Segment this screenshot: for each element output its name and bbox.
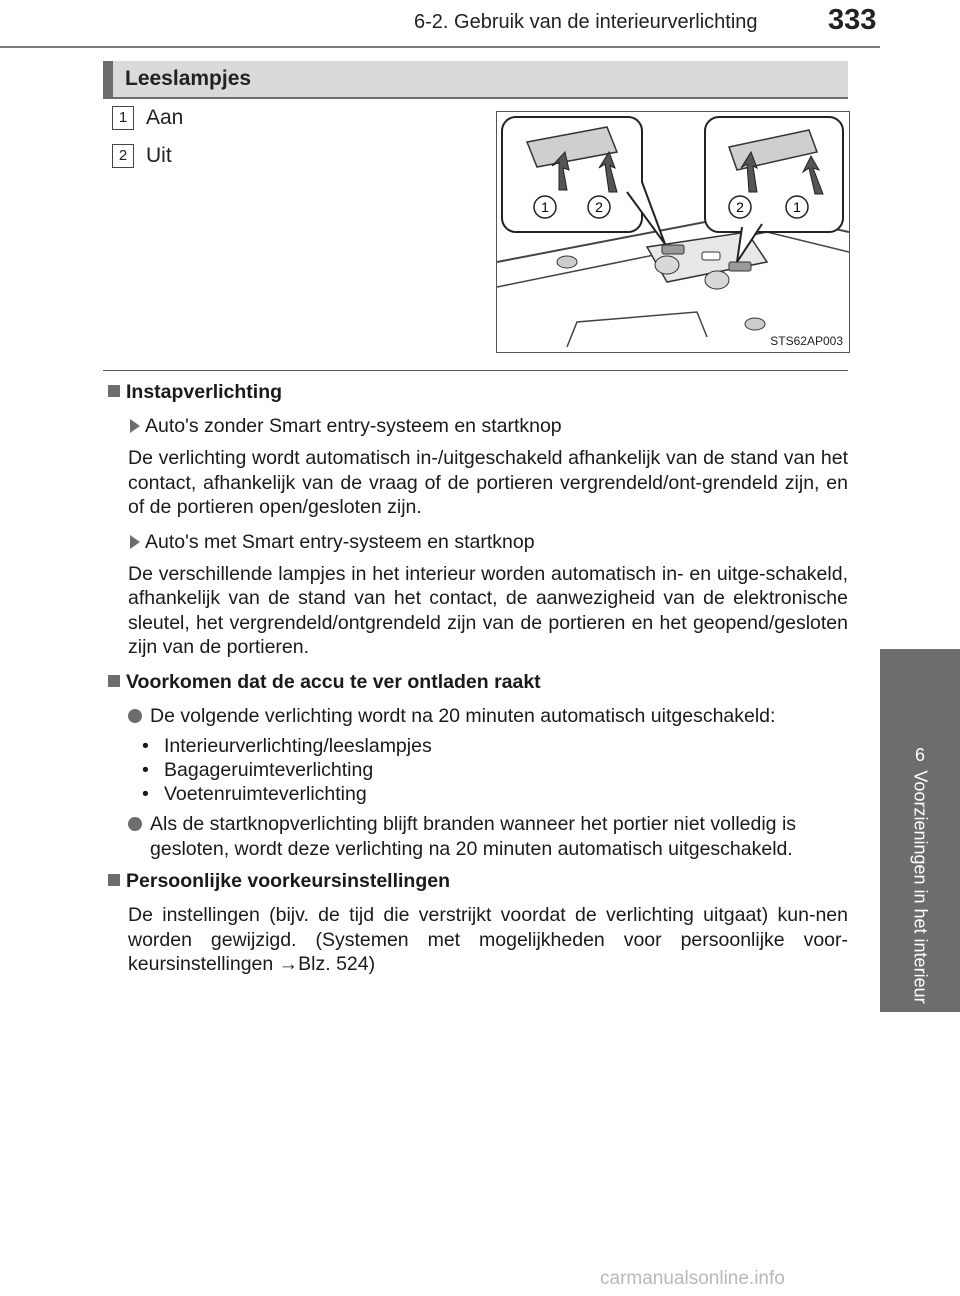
section-divider <box>103 370 848 371</box>
square-bullet-icon <box>108 385 120 397</box>
subheading-persoonlijk <box>108 869 848 893</box>
watermark: carmanualsonline.info <box>600 1268 785 1289</box>
lamp-switch-left <box>662 245 684 254</box>
chapter-side-tab <box>880 649 960 1012</box>
dot-point-text: De volgende verlichting wordt na 20 minuten automatisch uitgeschakeld: <box>150 704 776 727</box>
legend-label: Uit <box>146 144 172 167</box>
subheading-text: Voorkomen dat de accu te ver ontladen raakt <box>126 670 541 693</box>
variant-text: Auto's zonder Smart entry-systeem en startknop <box>145 415 562 437</box>
header-rule <box>0 46 880 48</box>
main-content <box>108 380 848 987</box>
callout-number: 1 <box>541 199 549 215</box>
list-item: • Voetenruimteverlichting <box>142 782 848 806</box>
circle-bullet-icon <box>128 709 142 723</box>
sunroof-edge <box>567 312 707 347</box>
subheading-text: Instapverlichting <box>126 381 283 403</box>
legend-number-box: 2 <box>112 144 134 168</box>
lamp-switch-right <box>729 262 751 271</box>
lighting-list <box>142 734 848 806</box>
chapter-label: Voorzieningen in het interieur <box>910 770 931 1004</box>
callout-bubble-right <box>705 117 843 232</box>
legend-item-1 <box>112 106 183 130</box>
sunvisor-clip-left <box>557 256 577 268</box>
dot-point <box>128 812 848 861</box>
variant-line <box>130 414 848 438</box>
section-heading-accent <box>103 61 113 97</box>
subheading-instapverlichting <box>108 380 848 404</box>
dot-point <box>128 704 848 729</box>
legend-label: Aan <box>146 106 184 129</box>
list-item: • Interieurverlichting/leeslampjes <box>142 734 848 758</box>
variant-text: Auto's met Smart entry-systeem en startknop <box>145 530 535 553</box>
paragraph: De verlichting wordt automatisch in-/uitgeschakeld afhankelijk van de stand van het contact, afhankelijk van de vraag of de portieren vergrendeld/ont-grendeld zijn, en of de portieren open/gesloten zijn. <box>128 447 848 518</box>
variant-line <box>130 530 848 554</box>
callout-number: 1 <box>793 199 801 215</box>
paragraph: De verschillende lampjes in het interieur worden automatisch in- en uitge-schakeld, afhankelijk van de stand van het contact, de aanwezigheid van de elektronische sleutel, het vergrendeld/ontgrendeld zijn van de portieren en het geopend/gesloten zijn van de portieren. <box>128 562 848 658</box>
triangle-bullet-icon <box>130 535 140 549</box>
page-number: 333 <box>828 4 877 36</box>
callout-number: 2 <box>595 199 603 215</box>
illustration-drawing <box>497 112 849 352</box>
page-header-title: 6-2. Gebruik van de interieurverlichting <box>414 11 758 33</box>
sunvisor-clip-right <box>745 318 765 330</box>
section-title: Leeslampjes <box>125 67 252 90</box>
circle-bullet-icon <box>128 817 142 831</box>
console-button <box>702 252 720 260</box>
section-heading-rule <box>103 97 848 99</box>
callout-number: 2 <box>736 199 744 215</box>
lamp-lens-right <box>705 271 729 289</box>
square-bullet-icon <box>108 874 120 886</box>
illustration-code: STS62AP003 <box>770 334 843 348</box>
paragraph: De instellingen (bijv. de tijd die verstrijkt voordat de verlichting uitgaat) kun-nen worden gewijzigd. (Systemen met mogelijkheden voor persoonlijke voor-keursinstellingen →Blz. 524) <box>128 904 848 975</box>
subheading-text: Persoonlijke voorkeursinstellingen <box>126 870 451 892</box>
legend-number-box: 1 <box>112 106 134 130</box>
square-bullet-icon <box>108 675 120 687</box>
legend-item-2 <box>112 144 172 168</box>
section-heading-bar <box>103 61 848 97</box>
lamp-lens-left <box>655 256 679 274</box>
dot-point-text: Als de startknopverlichting blijft branden wanneer het portier niet volledig is gesloten, wordt deze verlichting na 20 minuten automatisch uitgeschakeld. <box>150 813 797 860</box>
list-item: • Bagageruimteverlichting <box>142 758 848 782</box>
triangle-bullet-icon <box>130 419 140 433</box>
reading-lamp-illustration <box>496 111 850 353</box>
subheading-accu <box>108 670 848 694</box>
chapter-number: 6 <box>914 745 925 765</box>
